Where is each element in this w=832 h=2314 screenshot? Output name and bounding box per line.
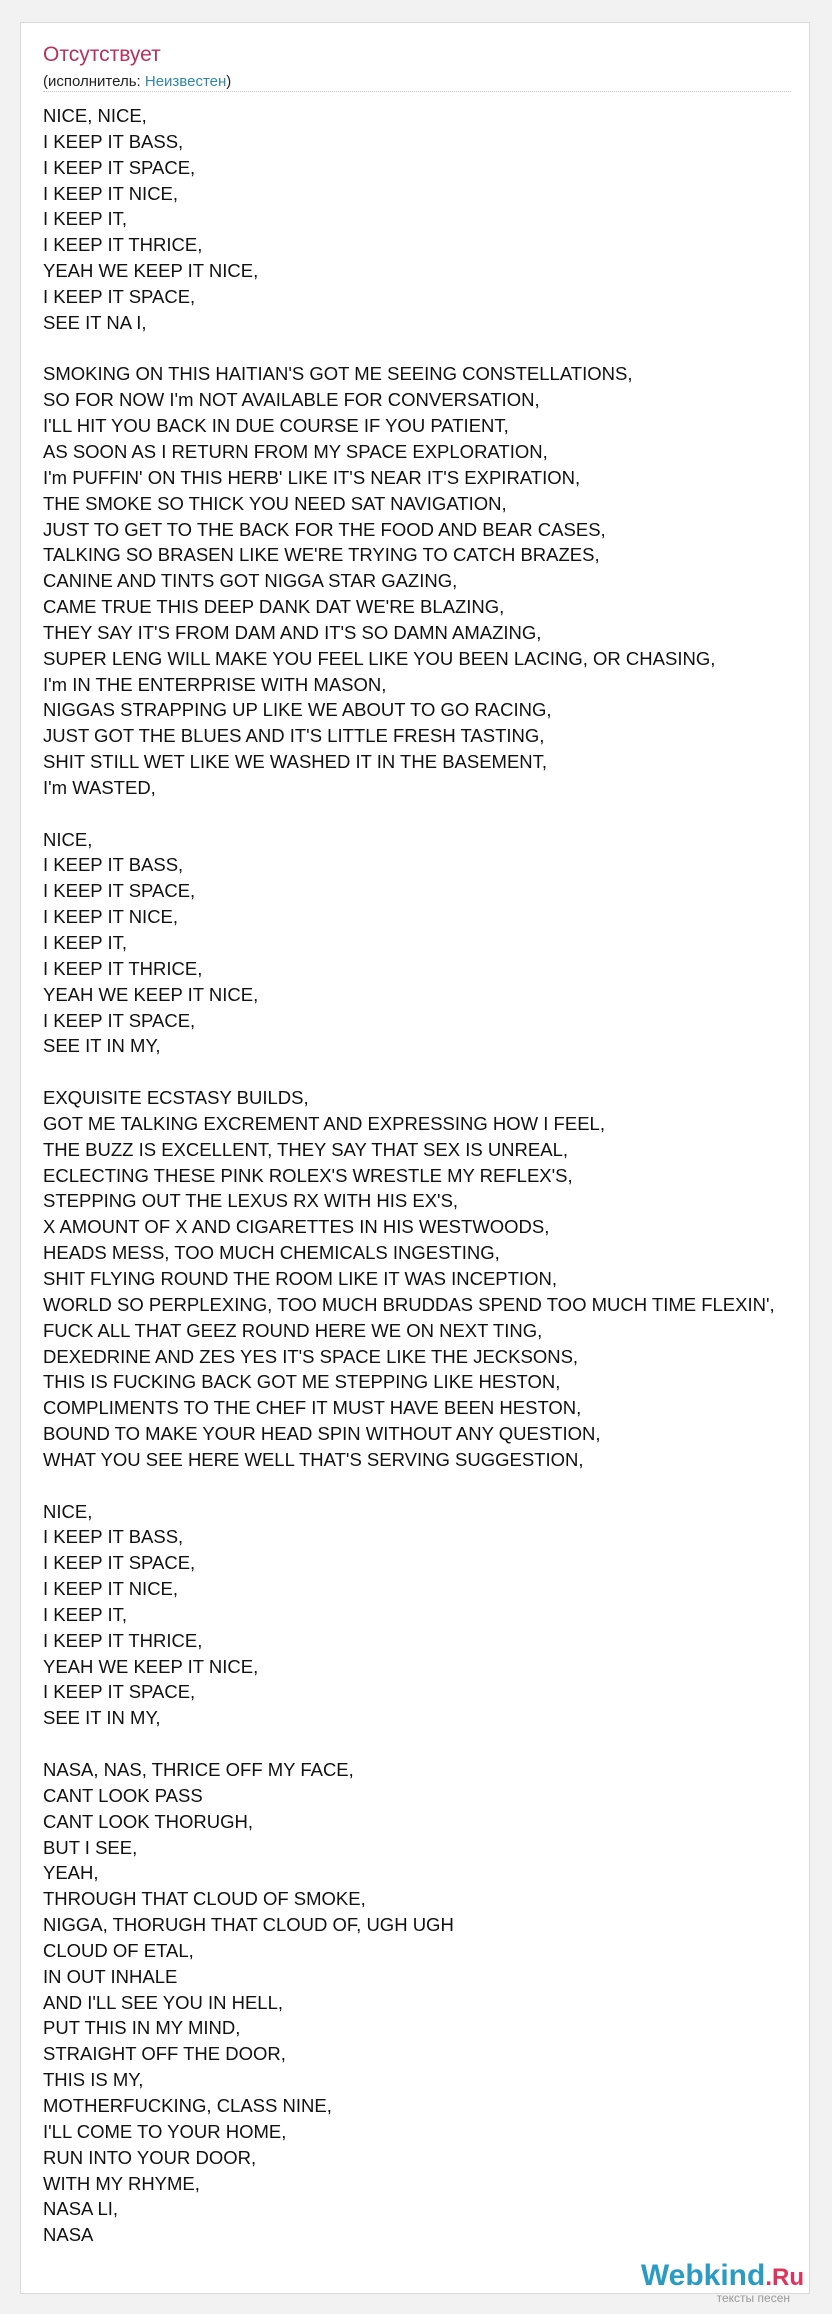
lyric-line: NASA bbox=[43, 2224, 94, 2246]
lyric-line: EXQUISITE ECSTASY BUILDS, bbox=[43, 1087, 309, 1109]
stanza-break bbox=[43, 801, 811, 827]
lyric-line: THIS IS FUCKING BACK GOT ME STEPPING LIKE HESTON, bbox=[43, 1371, 561, 1393]
lyric-line: SEE IT IN MY, bbox=[43, 1035, 161, 1057]
lyric-line: NICE, bbox=[43, 828, 93, 850]
performer-suffix: ) bbox=[226, 73, 232, 90]
lyric-line: CANINE AND TINTS GOT NIGGA STAR GAZING, bbox=[43, 570, 458, 592]
lyric-line: I KEEP IT NICE, bbox=[43, 906, 179, 928]
title-divider bbox=[43, 91, 791, 92]
lyric-line: SUPER LENG WILL MAKE YOU FEEL LIKE YOU BEEN LACING, OR CHASING, bbox=[43, 647, 716, 669]
performer-prefix: (исполнитель: bbox=[43, 73, 145, 90]
lyric-line: BOUND TO MAKE YOUR HEAD SPIN WITHOUT ANY QUESTION, bbox=[43, 1423, 601, 1445]
lyric-line: THROUGH THAT CLOUD OF SMOKE, bbox=[43, 1888, 366, 1910]
site-logo[interactable] bbox=[614, 2261, 804, 2305]
lyric-line: I'm PUFFIN' ON THIS HERB' LIKE IT'S NEAR IT'S EXPIRATION, bbox=[43, 466, 581, 488]
lyric-line: I KEEP IT NICE, bbox=[43, 1578, 179, 1600]
lyric-line: I'LL HIT YOU BACK IN DUE COURSE IF YOU PATIENT, bbox=[43, 415, 509, 437]
lyric-line: JUST GOT THE BLUES AND IT'S LITTLE FRESH TASTING, bbox=[43, 725, 545, 747]
lyric-line: HEADS MESS, TOO MUCH CHEMICALS INGESTING, bbox=[43, 1242, 500, 1264]
lyric-line: FUCK ALL THAT GEEZ ROUND HERE WE ON NEXT TING, bbox=[43, 1319, 543, 1341]
lyric-line: SEE IT NA I, bbox=[43, 311, 147, 333]
lyric-line: AND I'LL SEE YOU IN HELL, bbox=[43, 1991, 284, 2013]
lyric-line: TALKING SO BRASEN LIKE WE'RE TRYING TO CATCH BRAZES, bbox=[43, 544, 600, 566]
lyric-line: I KEEP IT BASS, bbox=[43, 854, 184, 876]
lyric-line: I KEEP IT SPACE, bbox=[43, 1009, 196, 1031]
logo-wordmark: Webkind bbox=[640, 2259, 766, 2292]
lyric-line: CLOUD OF ETAL, bbox=[43, 1939, 194, 1961]
lyric-line: I KEEP IT BASS, bbox=[43, 130, 184, 152]
lyric-line: I KEEP IT SPACE, bbox=[43, 1552, 196, 1574]
lyric-line: NICE, bbox=[43, 1500, 93, 1522]
lyric-line: THE BUZZ IS EXCELLENT, THEY SAY THAT SEX IS UNREAL, bbox=[43, 1138, 569, 1160]
lyric-line: SO FOR NOW I'm NOT AVAILABLE FOR CONVERSATION, bbox=[43, 389, 540, 411]
lyric-line: YEAH, bbox=[43, 1862, 99, 1884]
lyric-line: PUT THIS IN MY MIND, bbox=[43, 2017, 241, 2039]
lyric-line: I KEEP IT, bbox=[43, 932, 127, 953]
lyric-line: I KEEP IT SPACE, bbox=[43, 880, 196, 902]
lyric-line: CANT LOOK THORUGH, bbox=[43, 1810, 254, 1832]
lyric-line: GOT ME TALKING EXCREMENT AND EXPRESSING HOW I FEEL, bbox=[43, 1112, 605, 1134]
lyric-line: YEAH WE KEEP IT NICE, bbox=[43, 983, 259, 1005]
lyric-line: COMPLIMENTS TO THE CHEF IT MUST HAVE BEEN HESTON, bbox=[43, 1397, 582, 1419]
lyrics-card bbox=[20, 22, 810, 2305]
lyric-line: I KEEP IT BASS, bbox=[43, 1526, 184, 1548]
lyric-line: SMOKING ON THIS HAITIAN'S GOT ME SEEING CONSTELLATIONS, bbox=[43, 363, 633, 385]
lyric-line: I KEEP IT THRICE, bbox=[43, 234, 203, 256]
lyric-line: BUT I SEE, bbox=[43, 1836, 138, 1858]
lyric-line: IN OUT INHALE bbox=[43, 1965, 178, 1987]
lyric-line: THE SMOKE SO THICK YOU NEED SAT NAVIGATION, bbox=[43, 492, 507, 514]
lyric-line: SHIT FLYING ROUND THE ROOM LIKE IT WAS INCEPTION, bbox=[43, 1267, 557, 1289]
lyric-line: WHAT YOU SEE HERE WELL THAT'S SERVING SUGGESTION, bbox=[43, 1448, 584, 1470]
lyric-line: AS SOON AS I RETURN FROM MY SPACE EXPLORATION, bbox=[43, 440, 548, 462]
stanza-break bbox=[43, 336, 811, 362]
lyric-line: STRAIGHT OFF THE DOOR, bbox=[43, 2043, 286, 2065]
lyric-line: SHIT STILL WET LIKE WE WASHED IT IN THE BASEMENT, bbox=[43, 751, 548, 773]
lyric-line: THEY SAY IT'S FROM DAM AND IT'S SO DAMN AMAZING, bbox=[43, 621, 542, 643]
lyric-line: I KEEP IT, bbox=[43, 208, 127, 230]
artist-link[interactable]: Неизвестен bbox=[144, 73, 227, 90]
lyric-line: NIGGA, THORUGH THAT CLOUD OF, UGH UGH bbox=[43, 1914, 454, 1936]
stanza-break bbox=[43, 1473, 811, 1499]
lyric-line: I KEEP IT NICE, bbox=[43, 182, 179, 204]
performer-line bbox=[43, 73, 231, 90]
lyric-line: RUN INTO YOUR DOOR, bbox=[43, 2146, 257, 2168]
lyric-line: I KEEP IT THRICE, bbox=[43, 1629, 203, 1651]
lyric-line: CAME TRUE THIS DEEP DANK DAT WE'RE BLAZING, bbox=[43, 596, 505, 618]
lyric-line: JUST TO GET TO THE BACK FOR THE FOOD AND BEAR CASES, bbox=[43, 518, 606, 540]
song-title: Отсутствует bbox=[43, 43, 161, 66]
lyric-line: I'm IN THE ENTERPRISE WITH MASON, bbox=[43, 673, 387, 695]
lyric-line: CANT LOOK PASS bbox=[43, 1784, 203, 1806]
lyric-line: NASA LI, bbox=[43, 2198, 119, 2220]
lyric-line: I'm WASTED, bbox=[43, 776, 156, 798]
lyric-line: I KEEP IT SPACE, bbox=[43, 1681, 196, 1703]
lyric-line: I KEEP IT SPACE, bbox=[43, 285, 196, 307]
lyric-line: NASA, NAS, THRICE OFF MY FACE, bbox=[43, 1759, 354, 1780]
lyric-line: WITH MY RHYME, bbox=[43, 2172, 200, 2194]
logo-tld: .Ru bbox=[765, 2264, 804, 2291]
lyric-line: YEAH WE KEEP IT NICE, bbox=[43, 1655, 259, 1677]
lyric-line: X AMOUNT OF X AND CIGARETTES IN HIS WESTWOODS, bbox=[43, 1216, 550, 1238]
lyrics-text bbox=[43, 103, 811, 2248]
lyric-line: YEAH WE KEEP IT NICE, bbox=[43, 260, 259, 282]
lyric-line: I'LL COME TO YOUR HOME, bbox=[43, 2120, 287, 2142]
lyric-line: I KEEP IT, bbox=[43, 1603, 127, 1625]
lyric-line: DEXEDRINE AND ZES YES IT'S SPACE LIKE THE JECKSONS, bbox=[43, 1345, 579, 1367]
stanza-break bbox=[43, 1731, 811, 1757]
lyric-line: MOTHERFUCKING, CLASS NINE, bbox=[43, 2094, 332, 2116]
lyric-line: STEPPING OUT THE LEXUS RX WITH HIS EX'S, bbox=[43, 1190, 459, 1212]
lyric-line: ECLECTING THESE PINK ROLEX'S WRESTLE MY REFLEX'S, bbox=[43, 1164, 573, 1186]
lyric-line: NIGGAS STRAPPING UP LIKE WE ABOUT TO GO RACING, bbox=[43, 699, 552, 721]
logo-tagline: тексты песен bbox=[716, 2291, 790, 2305]
lyric-line: SEE IT IN MY, bbox=[43, 1707, 161, 1729]
lyric-line: THIS IS MY, bbox=[43, 2069, 144, 2091]
lyric-line: I KEEP IT SPACE, bbox=[43, 156, 196, 178]
stanza-break bbox=[43, 1059, 811, 1085]
lyric-line: WORLD SO PERPLEXING, TOO MUCH BRUDDAS SPEND TOO MUCH TIME FLEXIN', bbox=[43, 1293, 775, 1315]
lyric-line: I KEEP IT THRICE, bbox=[43, 957, 203, 979]
lyric-line: NICE, NICE, bbox=[43, 105, 147, 126]
